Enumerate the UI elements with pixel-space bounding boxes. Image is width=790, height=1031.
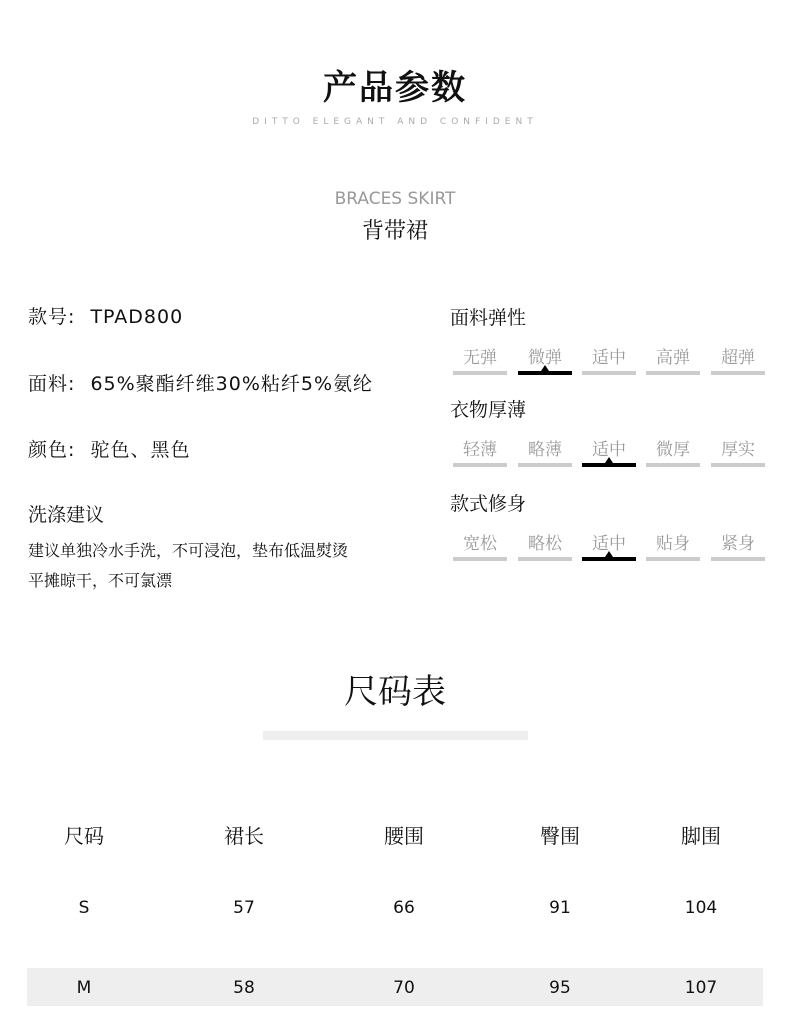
scale-option: 略薄 bbox=[528, 440, 562, 460]
scale-bar bbox=[582, 371, 636, 375]
table-cell: 70 bbox=[393, 978, 415, 998]
scale-option: 紧身 bbox=[721, 534, 755, 554]
column-header: 尺码 bbox=[64, 824, 104, 848]
care-title: 洗涤建议 bbox=[28, 504, 105, 526]
spec-fabric bbox=[28, 369, 373, 396]
scale-option: 高弹 bbox=[656, 348, 690, 368]
scale-option: 贴身 bbox=[656, 534, 690, 554]
scale-elasticity bbox=[452, 343, 772, 379]
scale-bar bbox=[453, 557, 507, 561]
scale-bar bbox=[453, 463, 507, 467]
scale-bar bbox=[646, 463, 700, 467]
spec-color bbox=[28, 435, 190, 462]
page-title: 产品参数 bbox=[323, 68, 467, 108]
selected-marker-icon bbox=[541, 365, 549, 371]
scale-fit bbox=[452, 529, 772, 565]
scale-title-thickness: 衣物厚薄 bbox=[450, 399, 527, 421]
column-header: 腰围 bbox=[384, 824, 424, 848]
scale-title-elasticity: 面料弹性 bbox=[450, 307, 527, 329]
page-subtitle: DITTO ELEGANT AND CONFIDENT bbox=[252, 117, 538, 127]
spec-value: 65%聚酯纤维30%粘纤5%氨纶 bbox=[90, 373, 374, 395]
scale-option: 厚实 bbox=[721, 440, 755, 460]
scale-bar bbox=[453, 371, 507, 375]
care-text bbox=[28, 536, 418, 596]
table-cell: 91 bbox=[549, 898, 571, 918]
table-cell: 104 bbox=[684, 898, 718, 918]
column-header: 脚围 bbox=[681, 824, 721, 848]
table-row bbox=[27, 968, 763, 1006]
scale-option: 无弹 bbox=[463, 348, 497, 368]
scale-bar-selected bbox=[518, 371, 572, 375]
scale-thickness bbox=[452, 435, 772, 471]
scale-option: 微弹 bbox=[528, 348, 562, 368]
table-cell: 66 bbox=[393, 898, 415, 918]
selected-marker-icon bbox=[605, 551, 613, 557]
scale-bar bbox=[518, 557, 572, 561]
column-header: 裙长 bbox=[224, 824, 264, 848]
spec-label: 面料: bbox=[28, 373, 76, 395]
selected-marker-icon bbox=[605, 457, 613, 463]
scale-option: 超弹 bbox=[721, 348, 755, 368]
scale-bar bbox=[518, 463, 572, 467]
spec-style-number bbox=[28, 302, 183, 329]
table-row bbox=[27, 898, 763, 924]
scale-bar bbox=[646, 371, 700, 375]
size-table-header bbox=[27, 820, 763, 850]
spec-value: 驼色、黑色 bbox=[90, 439, 191, 461]
scale-option: 适中 bbox=[592, 348, 626, 368]
scale-option: 宽松 bbox=[463, 534, 497, 554]
scale-bar bbox=[711, 371, 765, 375]
scale-option: 略松 bbox=[528, 534, 562, 554]
spec-label: 款号: bbox=[28, 306, 76, 328]
scale-option: 适中 bbox=[592, 534, 626, 554]
care-line: 平摊晾干，不可氯漂 bbox=[28, 571, 173, 590]
product-name-cn: 背带裙 bbox=[361, 219, 428, 244]
column-header: 臀围 bbox=[540, 824, 580, 848]
product-name-en: BRACES SKIRT bbox=[334, 189, 456, 209]
table-cell: 57 bbox=[233, 898, 255, 918]
table-cell: 58 bbox=[233, 978, 255, 998]
table-cell: S bbox=[78, 898, 90, 918]
table-cell: 95 bbox=[549, 978, 571, 998]
table-cell: 107 bbox=[684, 978, 718, 998]
spec-value: TPAD800 bbox=[90, 306, 184, 328]
scale-bar bbox=[646, 557, 700, 561]
scale-option: 适中 bbox=[592, 440, 626, 460]
scale-bar bbox=[711, 463, 765, 467]
scale-title-fit: 款式修身 bbox=[450, 493, 527, 515]
care-line: 建议单独冷水手洗，不可浸泡，垫布低温熨烫 bbox=[28, 541, 349, 560]
scale-option: 轻薄 bbox=[463, 440, 497, 460]
title-underline bbox=[263, 731, 528, 740]
table-cell: M bbox=[76, 978, 92, 998]
spec-label: 颜色: bbox=[28, 439, 76, 461]
scale-option: 微厚 bbox=[656, 440, 690, 460]
size-table-title: 尺码表 bbox=[344, 672, 446, 712]
scale-bar bbox=[711, 557, 765, 561]
scale-bar-selected bbox=[582, 557, 636, 561]
scale-bar-selected bbox=[582, 463, 636, 467]
